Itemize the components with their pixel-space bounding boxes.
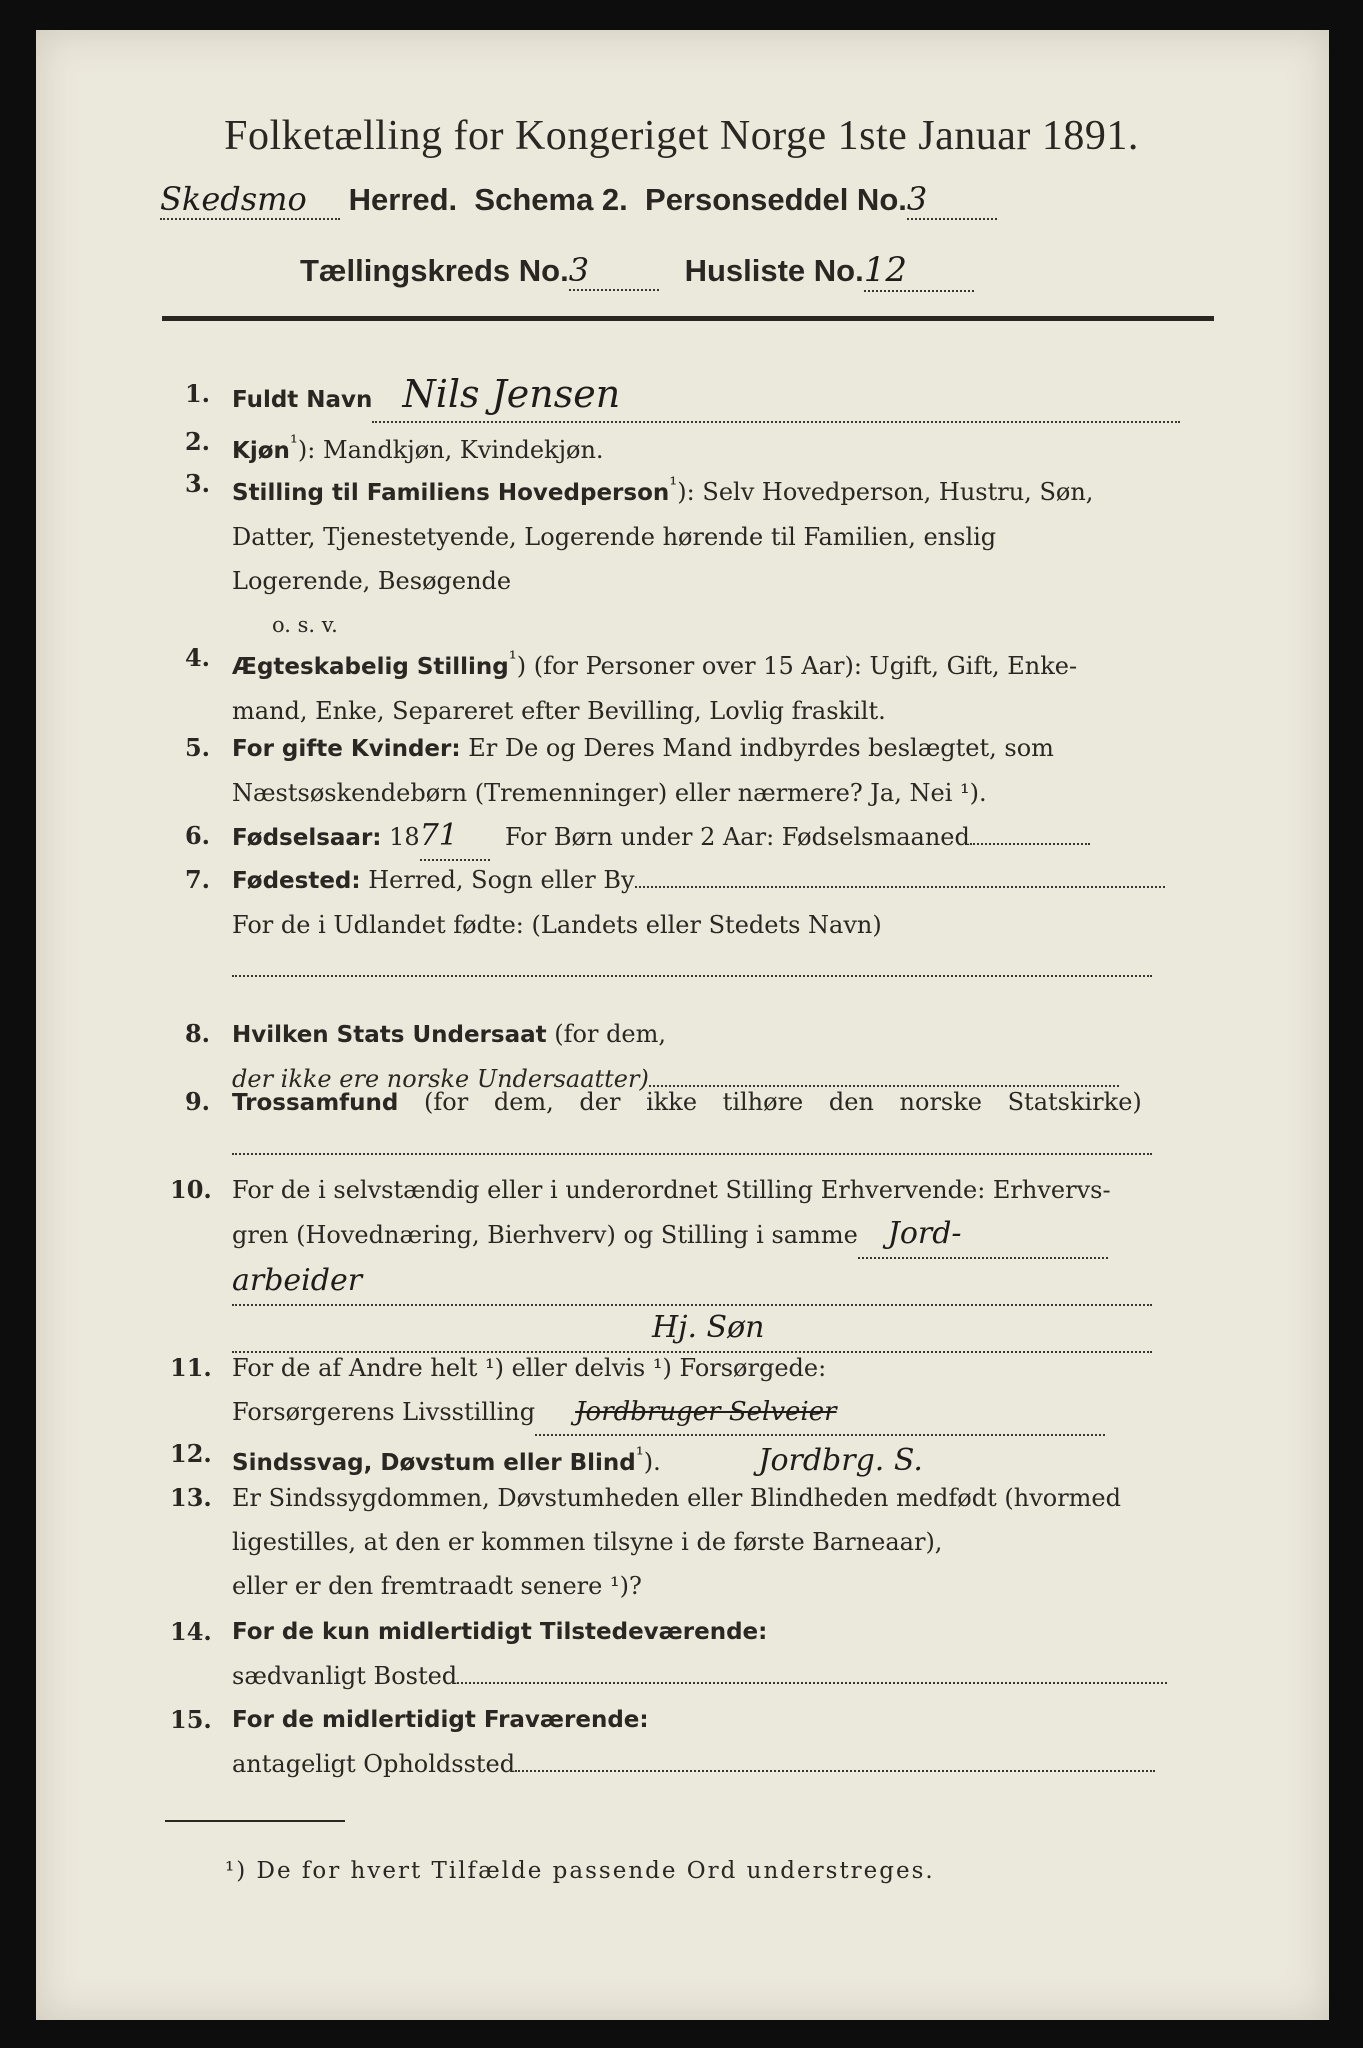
husliste-value: 12 bbox=[864, 250, 974, 292]
header-line-kreds bbox=[300, 250, 974, 292]
value-erhverv-3: Hj. Søn bbox=[652, 1310, 765, 1345]
herred-label: Herred. bbox=[348, 182, 458, 217]
footnote-rule bbox=[165, 1820, 345, 1822]
husliste-label: Husliste No. bbox=[684, 253, 864, 288]
personseddel-value: 3 bbox=[907, 180, 997, 220]
herred-value: Skedsmo bbox=[160, 180, 340, 220]
form-title: Folketælling for Kongeriget Norge 1ste Januar 1891. bbox=[224, 113, 1139, 159]
value-erhverv-1: Jord- bbox=[887, 1216, 962, 1251]
kreds-label: Tællingskreds No. bbox=[300, 253, 569, 288]
header-line-herred bbox=[160, 180, 1220, 220]
footnote: ¹) De for hvert Tilfælde passende Ord understreges. bbox=[225, 1858, 935, 1884]
schema-label: Schema 2. bbox=[474, 182, 628, 217]
value-forsorger: Jordbruger Selveier bbox=[575, 1397, 837, 1427]
value-fodselsaar: 71 bbox=[419, 818, 458, 853]
personseddel-label: Personseddel No. bbox=[645, 182, 907, 217]
label-fuldt-navn: Fuldt Navn bbox=[232, 387, 373, 413]
value-sindssvag: Jordbrg. S. bbox=[758, 1443, 923, 1478]
value-fuldt-navn: Nils Jensen bbox=[402, 372, 621, 416]
header-rule bbox=[162, 316, 1214, 321]
kjon-options: Mandkjøn, Kvindekjøn. bbox=[323, 436, 604, 464]
value-erhverv-2: arbeider bbox=[232, 1263, 363, 1298]
kreds-value: 3 bbox=[569, 251, 659, 291]
